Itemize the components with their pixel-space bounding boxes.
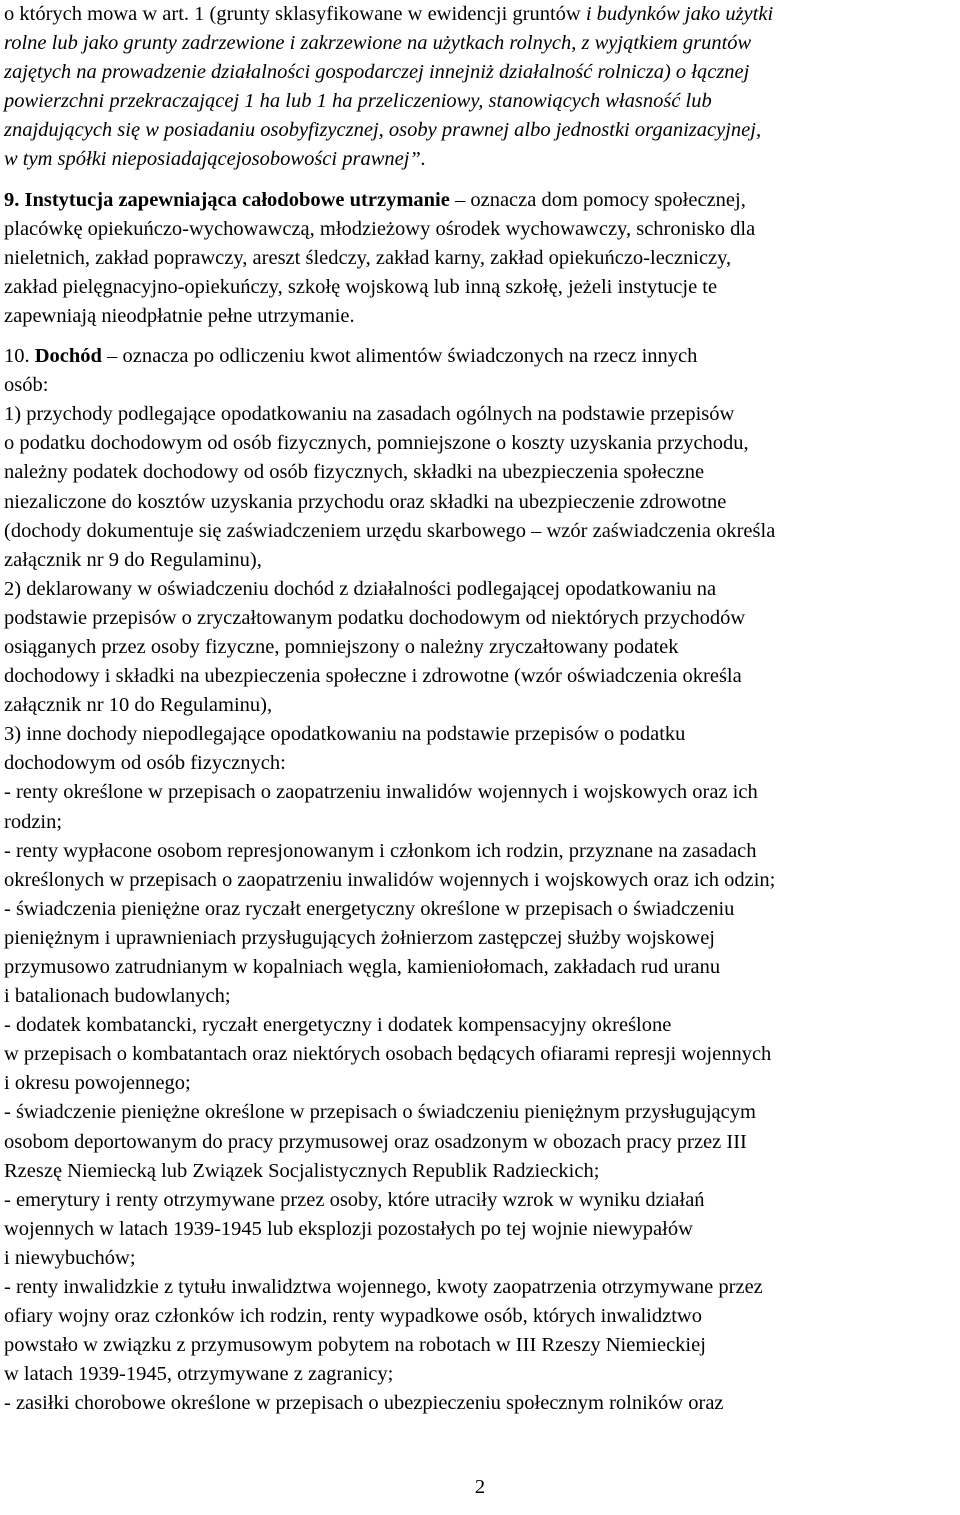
section-10-line: - świadczenia pieniężne oraz ryczałt energetyczny określone w przepisach o świadczeniu xyxy=(4,897,735,920)
section-10-line: 3) inne dochody niepodlegające opodatkowaniu na podstawie przepisów o podatku xyxy=(4,723,686,746)
intro-first-line xyxy=(4,0,956,29)
section-10-line: i batalionach budowlanych; xyxy=(4,985,231,1008)
section-10-line: i niewybuchów; xyxy=(4,1246,136,1269)
paragraph-gap xyxy=(4,175,956,186)
intro-line: powierzchni przekraczającej 1 ha lub 1 ha przeliczeniowy, stanowiących własność lub xyxy=(4,90,712,113)
section-10-line: powstało w związku z przymusowym pobytem na robotach w III Rzeszy Niemieckiej xyxy=(4,1334,706,1357)
section-10-line: osobom deportowanym do pracy przymusowej oraz osadzonym w obozach pracy przez III xyxy=(4,1130,747,1153)
section-10-line: należny podatek dochodowy od osób fizycznych, składki na ubezpieczenia społeczne xyxy=(4,461,705,484)
document-page xyxy=(4,0,956,1419)
intro-line: zajętych na prowadzenie działalności gospodarczej innejniż działalność rolnicza) o łącznej xyxy=(4,61,750,84)
section-10-line: rodzin; xyxy=(4,810,63,833)
section-10-line: załącznik nr 10 do Regulaminu), xyxy=(4,694,273,717)
section-10-line: o podatku dochodowym od osób fizycznych, pomniejszone o koszty uzyskania przychodu, xyxy=(4,432,749,455)
section-10-definition-start: – oznacza po odliczeniu kwot alimentów świadczonych na rzecz innych xyxy=(101,345,698,368)
section-9-line: zapewniają nieodpłatnie pełne utrzymanie. xyxy=(4,304,355,327)
section-9-number: 9. xyxy=(4,188,20,211)
section-10-lines xyxy=(4,371,956,1418)
section-10-line: osiąganych przez osoby fizyczne, pomniejszony o należny zryczałtowany podatek xyxy=(4,635,679,658)
section-10 xyxy=(4,342,956,1418)
intro-first-italic: i budynków jako użytki xyxy=(585,3,774,25)
section-10-line: w przepisach o kombatantach oraz niektórych osobach będących ofiarami represji wojennych xyxy=(4,1043,772,1066)
intro-line: w tym spółki nieposiadającejosobowości prawnej”. xyxy=(4,148,426,171)
section-10-line: i okresu powojennego; xyxy=(4,1072,191,1095)
section-10-term: Dochód xyxy=(34,345,102,368)
intro-line: rolne lub jako grunty zadrzewione i zakrzewione na użytkach rolnych, z wyjątkiem gruntów xyxy=(4,32,752,55)
section-10-line: - emerytury i renty otrzymywane przez osoby, które utraciły wzrok w wyniku działań xyxy=(4,1188,705,1211)
section-9-lines xyxy=(4,215,956,331)
paragraph-gap xyxy=(4,331,956,342)
intro-paragraph xyxy=(4,0,956,175)
section-10-line: - renty wypłacone osobom represjonowanym i członkom ich rodzin, przyznane na zasadach xyxy=(4,839,757,862)
section-10-line: ofiary wojny oraz członków ich rodzin, renty wypadkowe osób, których inwalidztwo xyxy=(4,1305,702,1328)
intro-line: znajdujących się w posiadaniu osobyfizycznej, osoby prawnej albo jednostki organizacyjnej, xyxy=(4,119,762,142)
intro-first-normal: o których mowa w art. 1 (grunty sklasyfikowane w ewidencji gruntów xyxy=(4,3,586,25)
section-10-line: osób: xyxy=(4,374,49,397)
section-9-line: zakład pielęgnacyjno-opiekuńczy, szkołę wojskową lub inną szkołę, jeżeli instytucje te xyxy=(4,275,718,298)
section-9 xyxy=(4,186,956,331)
section-10-line: załącznik nr 9 do Regulaminu), xyxy=(4,548,262,571)
section-10-heading-line xyxy=(4,342,956,371)
section-10-line: dochodowym od osób fizycznych: xyxy=(4,752,286,775)
section-10-line: 2) deklarowany w oświadczeniu dochód z działalności podlegającej opodatkowaniu na xyxy=(4,577,717,600)
section-10-line: - renty określone w przepisach o zaopatrzeniu inwalidów wojennych i wojskowych oraz ich xyxy=(4,781,758,804)
section-10-line: pieniężnym i uprawnieniach przysługujących żołnierzom zastępczej służby wojskowej xyxy=(4,926,715,949)
section-10-line: określonych w przepisach o zaopatrzeniu inwalidów wojennych i wojskowych oraz ich odzin; xyxy=(4,868,776,891)
section-10-line: - świadczenie pieniężne określone w przepisach o świadczeniu pieniężnym przysługującym xyxy=(4,1101,756,1124)
section-10-line: (dochody dokumentuje się zaświadczeniem urzędu skarbowego – wzór zaświadczenia określa xyxy=(4,519,776,542)
page-number: 2 xyxy=(474,1476,486,1498)
section-9-term: Instytucja zapewniająca całodobowe utrzymanie xyxy=(24,188,450,211)
section-9-definition-start: – oznacza dom pomocy społecznej, xyxy=(449,188,746,211)
section-10-line: dochodowy i składki na ubezpieczenia społeczne i zdrowotne (wzór oświadczenia określa xyxy=(4,665,742,688)
section-10-line: niezaliczone do kosztów uzyskania przychodu oraz składki na ubezpieczenie zdrowotne xyxy=(4,490,727,513)
section-9-heading-line xyxy=(4,186,956,215)
section-10-line: podstawie przepisów o zryczałtowanym podatku dochodowym od niektórych przychodów xyxy=(4,606,746,629)
section-10-line: - renty inwalidzkie z tytułu inwalidztwa wojennego, kwoty zaopatrzenia otrzymywane przez xyxy=(4,1276,763,1299)
section-10-line: - dodatek kombatancki, ryczałt energetyczny i dodatek kompensacyjny określone xyxy=(4,1014,672,1037)
section-10-line: - zasiłki chorobowe określone w przepisach o ubezpieczeniu społecznym rolników oraz xyxy=(4,1392,724,1415)
section-9-line: placówkę opiekuńczo-wychowawczą, młodzieżowy ośrodek wychowawczy, schronisko dla xyxy=(4,217,756,240)
section-9-line: nieletnich, zakład poprawczy, areszt śledczy, zakład karny, zakład opiekuńczo-leczniczy, xyxy=(4,246,732,269)
section-10-line: wojennych w latach 1939-1945 lub eksplozji pozostałych po tej wojnie niewypałów xyxy=(4,1217,693,1240)
section-10-line: w latach 1939-1945, otrzymywane z zagranicy; xyxy=(4,1363,394,1386)
section-10-line: przymusowo zatrudnianym w kopalniach węgla, kamieniołomach, zakładach rud uranu xyxy=(4,956,721,978)
section-10-number: 10. xyxy=(4,345,30,368)
section-10-line: Rzeszę Niemiecką lub Związek Socjalistycznych Republik Radzieckich; xyxy=(4,1159,600,1182)
section-10-line: 1) przychody podlegające opodatkowaniu na zasadach ogólnych na podstawie przepisów xyxy=(4,403,735,426)
